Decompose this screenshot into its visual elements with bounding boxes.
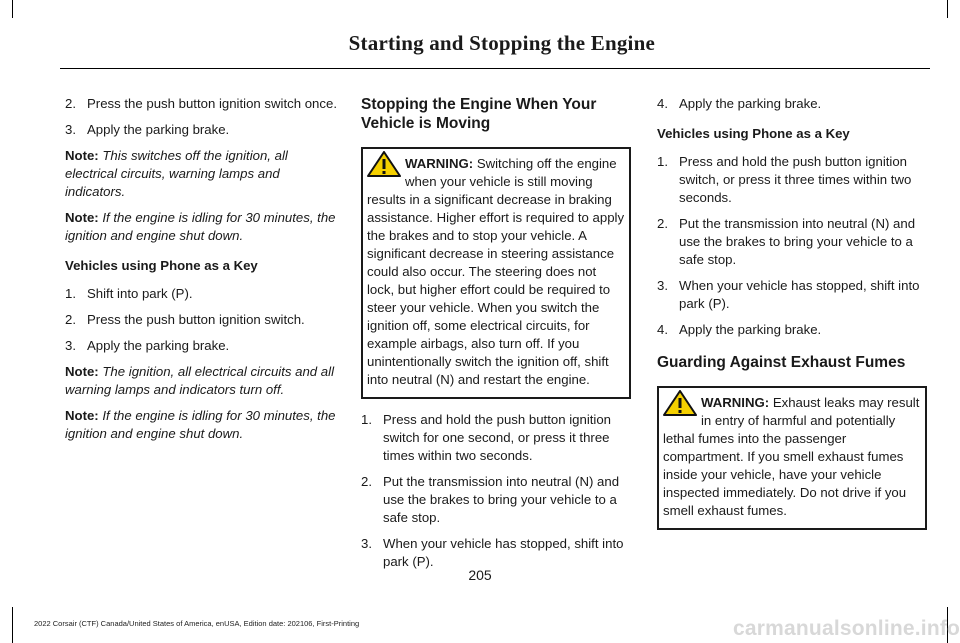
note: Note: The ignition, all electrical circuits and all warning lamps and indicators turn off. [65, 364, 334, 397]
list-item: 3. When your vehicle has stopped, shift into park (P). [361, 536, 624, 569]
list-item: 2. Press the push button ignition switch. [65, 312, 305, 327]
list-item: 2. Put the transmission into neutral (N) and use the brakes to bring your vehicle to a safe stop. [361, 474, 620, 525]
warning-box [657, 386, 927, 530]
list-item: 3. When your vehicle has stopped, shift into park (P). [657, 278, 920, 311]
page-title: Starting and Stopping the Engine [348, 31, 655, 55]
list-item: 3. Apply the parking brake. [65, 122, 230, 137]
warning-text: Exhaust leaks may result in entry of harmful and potentially lethal fumes into the passenger compartment. If you smell exhaust fumes inside your vehicle, have your vehicle inspected immediately. Do not drive if you smell exhaust fumes. [663, 395, 920, 518]
column-left [65, 95, 337, 451]
list-item: 1. Press and hold the push button ignition switch, or press it three times within two seconds. [657, 154, 912, 205]
list-item: 1. Shift into park (P). [65, 286, 193, 301]
warning-label: WARNING: [701, 395, 770, 410]
page-number: 205 [468, 567, 492, 583]
watermark: carmanualsonline.info [733, 617, 960, 640]
list-item: 2. Press the push button ignition switch once. [65, 96, 337, 111]
list-item: 2. Put the transmission into neutral (N) and use the brakes to bring your vehicle to a safe stop. [657, 216, 916, 267]
crop-mark [12, 0, 13, 18]
warning-box [361, 147, 631, 399]
column-right [657, 95, 927, 542]
subheading: Vehicles using Phone as a Key [65, 258, 258, 273]
section-heading: Stopping the Engine When Your Vehicle is Moving [361, 96, 597, 132]
note: Note: If the engine is idling for 30 minutes, the ignition and engine shut down. [65, 210, 336, 243]
list-item: 4. Apply the parking brake. [657, 322, 822, 337]
warning-triangle-icon [663, 390, 697, 416]
crop-mark [12, 607, 13, 643]
list-item: 1. Press and hold the push button ignition switch for one second, or press it three times within two seconds. [361, 412, 612, 463]
footer-edition-info: 2022 Corsair (CTF) Canada/United States of America, enUSA, Edition date: 202106, First-Printing [34, 619, 360, 628]
note: Note: If the engine is idling for 30 minutes, the ignition and engine shut down. [65, 408, 336, 441]
column-middle [361, 95, 631, 579]
list-item: 4. Apply the parking brake. [657, 96, 822, 111]
note: Note: This switches off the ignition, all electrical circuits, warning lamps and indicators. [65, 148, 288, 199]
warning-label: WARNING: [405, 156, 474, 171]
warning-triangle-icon [367, 151, 401, 177]
subheading: Vehicles using Phone as a Key [657, 126, 850, 141]
warning-text: Switching off the engine when your vehicle is still moving results in a significant decrease in braking assistance. Higher effort is required to apply the brakes and to stop your vehicle. A significant decrease in steering assistance could also occur. The steering does not lock, but higher effort could be required to steer your vehicle. When you switch the ignition off, some electrical circuits, for example airbags, also turn off. If you unintentionally switch the ignition off, shift into neutral (N) and restart the engine. [367, 156, 625, 387]
list-item: 3. Apply the parking brake. [65, 338, 230, 353]
title-rule [60, 68, 930, 69]
section-heading: Guarding Against Exhaust Fumes [657, 354, 906, 371]
crop-mark [947, 0, 948, 18]
